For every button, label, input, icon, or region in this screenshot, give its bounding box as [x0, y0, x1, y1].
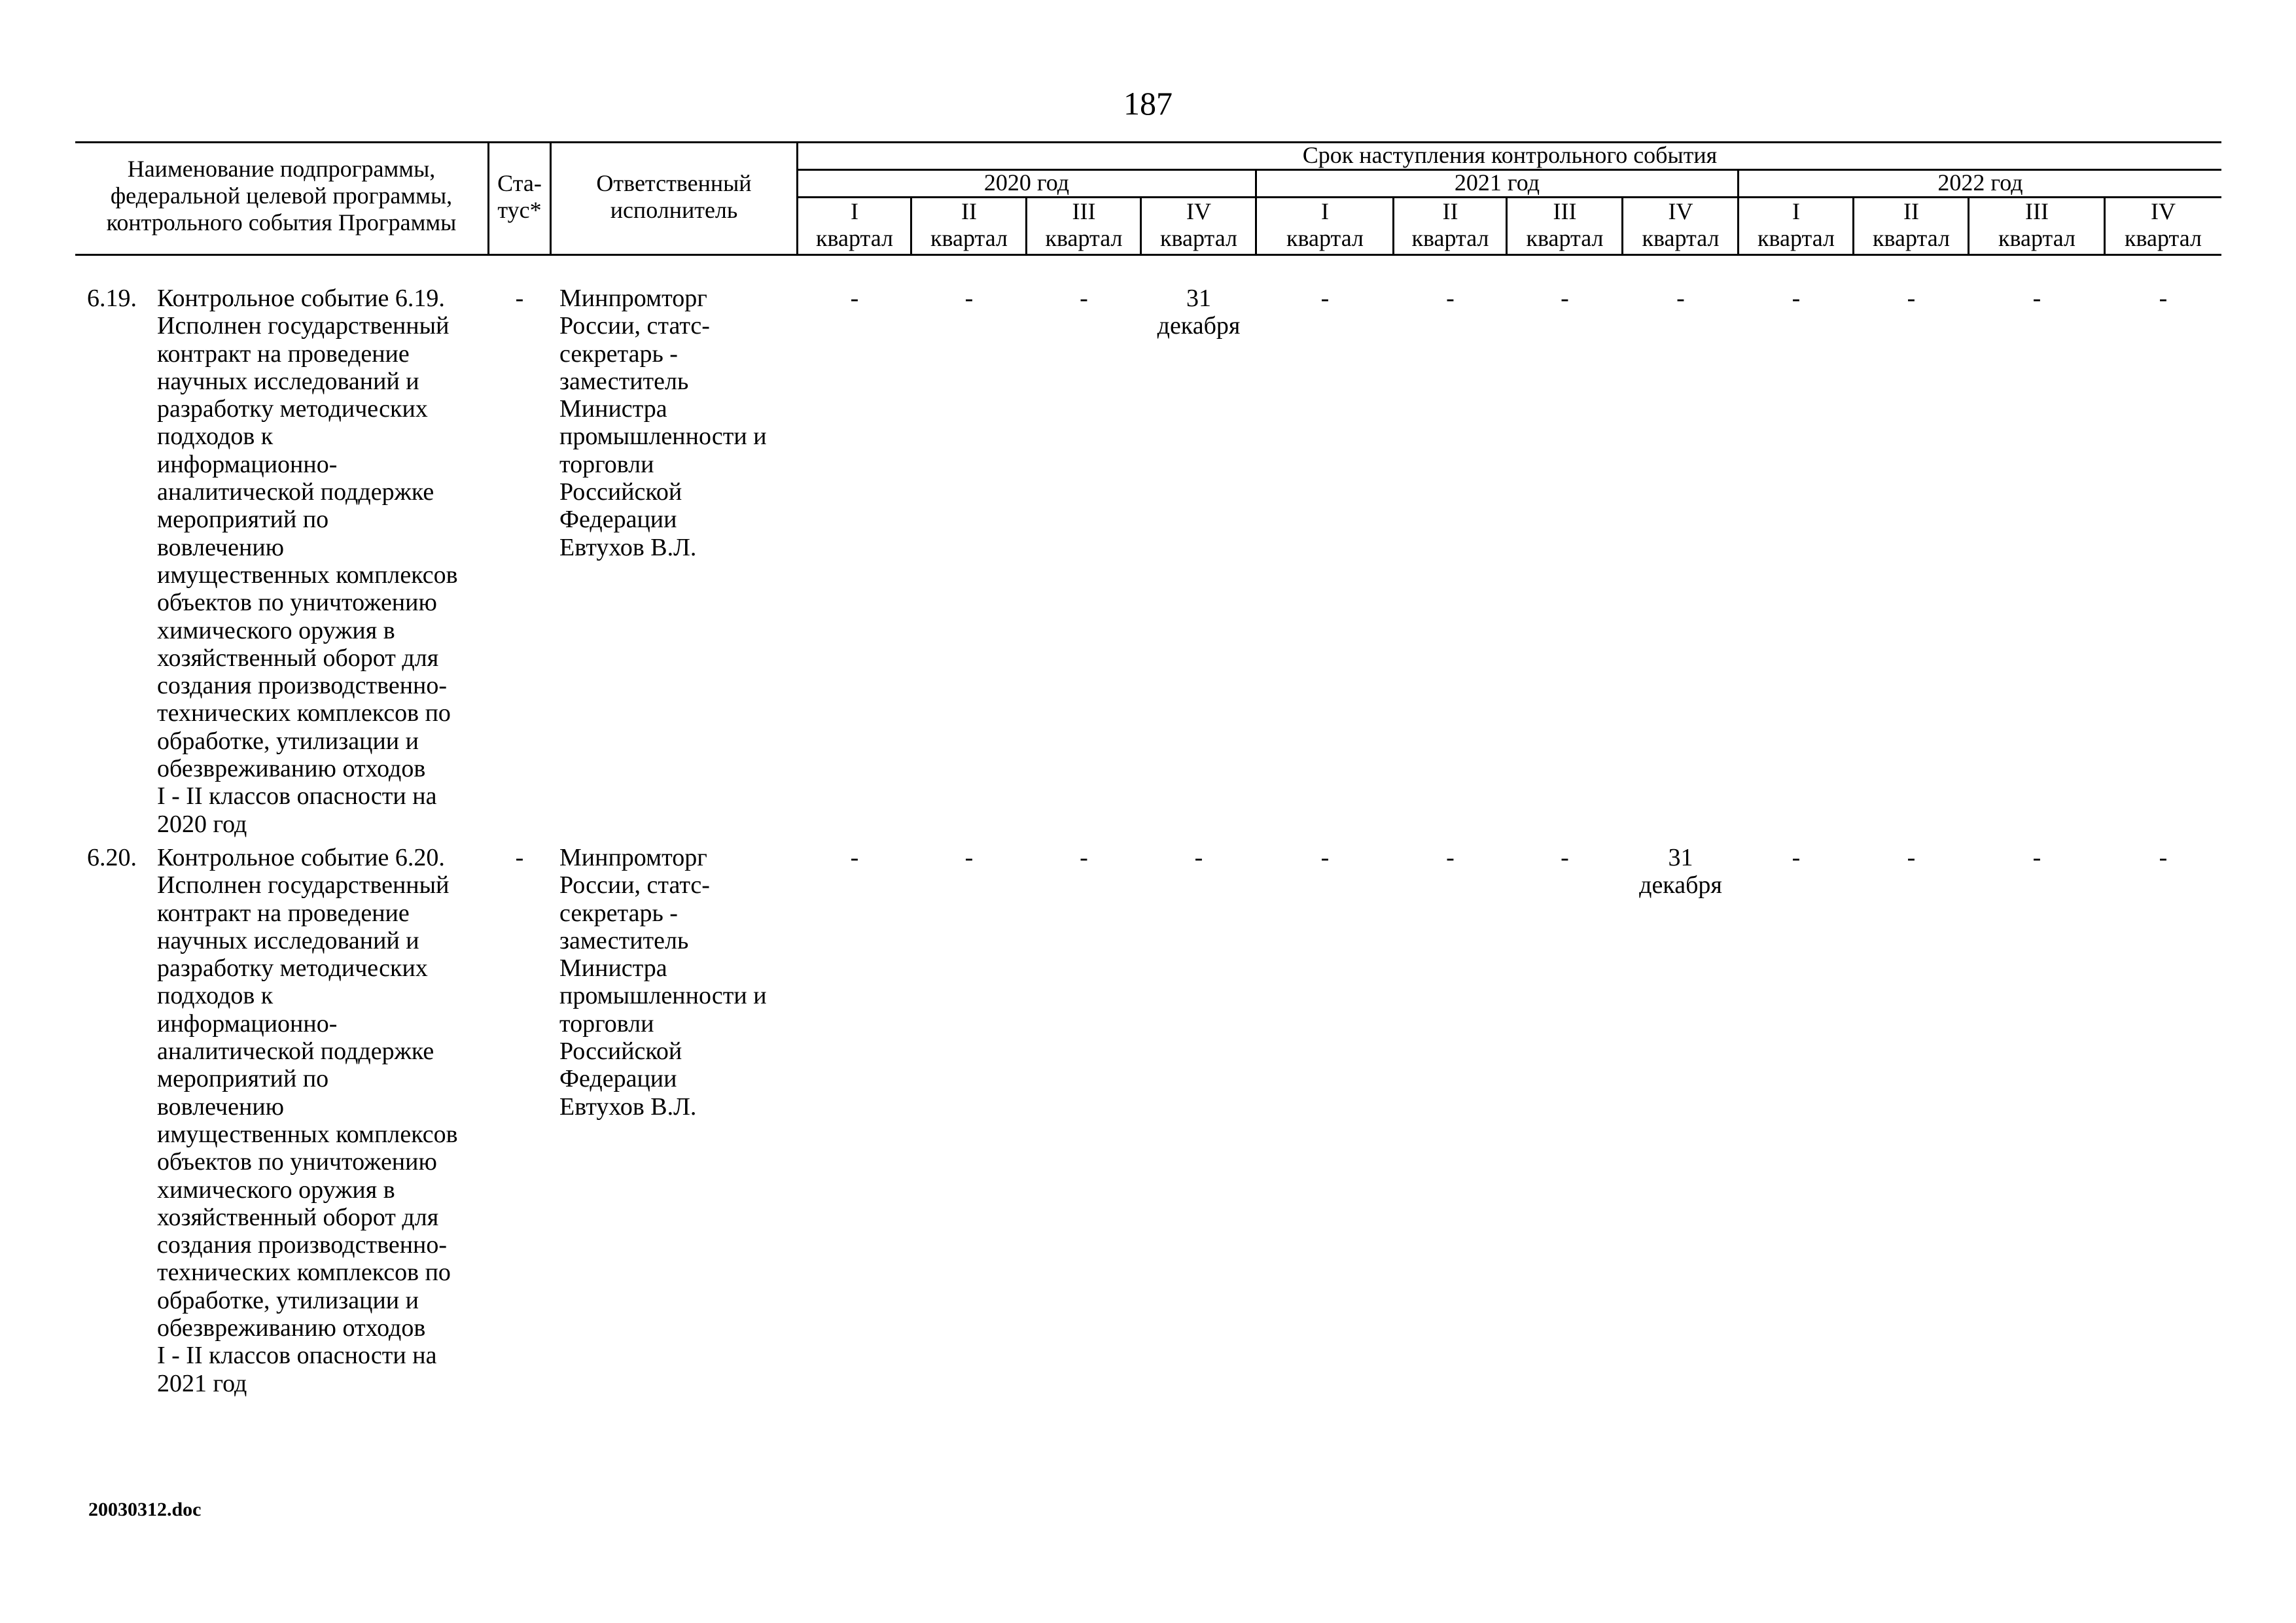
quarter-deadline: - [2159, 844, 2168, 871]
header-year-2022: 2022 год [1937, 169, 2023, 196]
quarter-deadline: - [964, 844, 974, 871]
quarter-deadline: - [1792, 844, 1801, 871]
quarter-deadline: - [1561, 844, 1569, 871]
header-quarter: III квартал [1526, 198, 1604, 251]
quarter-deadline: - [2032, 285, 2041, 312]
event-executor: Минпромторг России, статс- секретарь - заместитель Министра промышленности и торговли Российской Федерации Евтухов В.Л. [559, 844, 767, 1121]
quarter-deadline: - [1446, 285, 1455, 312]
quarter-deadline: - [1792, 285, 1801, 312]
header-quarter: I квартал [816, 198, 893, 251]
quarter-deadline: - [1561, 285, 1569, 312]
quarter-deadline: - [2159, 285, 2168, 312]
header-year-2020: 2020 год [983, 169, 1070, 196]
header-quarter: II квартал [1411, 198, 1489, 251]
event-status: - [515, 844, 524, 871]
header-status-column: Ста- тус* [497, 170, 542, 223]
quarter-deadline: - [1320, 285, 1330, 312]
event-status: - [515, 285, 524, 312]
event-executor: Минпромторг России, статс- секретарь - заместитель Министра промышленности и торговли Российской Федерации Евтухов В.Л. [559, 285, 767, 561]
event-name: Контрольное событие 6.20. Исполнен государственный контракт на проведение научных исследований и разработку методических подходов к информационно- аналитической поддержке мероприятий по вовлечению имущественных комплексов объектов по уничтожению химического оружия в хозяйственный оборот для создания производственно- технических комплексов по обработке, утилизации и обезвреживанию отходов I - II классов опасности на 2021 год [157, 844, 458, 1397]
row-number: 6.20. [87, 844, 137, 871]
header-bottom-rule [75, 254, 2221, 256]
quarter-deadline: - [1080, 844, 1088, 871]
quarter-deadline: - [964, 285, 974, 312]
header-name-column: Наименование подпрограммы, федеральной целевой программы, контрольного события Программы [106, 156, 457, 236]
document-file-name: 20030312.doc [88, 1499, 202, 1520]
quarter-deadline: - [1676, 285, 1685, 312]
header-deadline-title: Срок наступления контрольного события [1302, 142, 1718, 168]
header-quarter: I квартал [1757, 198, 1835, 251]
quarter-deadline: - [1320, 844, 1330, 871]
quarter-deadline: 31 декабря [1157, 285, 1241, 340]
page-number: 187 [1123, 85, 1173, 122]
quarter-deadline: - [1446, 844, 1455, 871]
quarter-deadline: - [1194, 844, 1203, 871]
header-quarter: I квартал [1286, 198, 1364, 251]
header-quarter: II квартал [1873, 198, 1950, 251]
quarter-deadline: 31 декабря [1639, 844, 1722, 899]
quarter-deadline: - [1907, 285, 1916, 312]
row-number: 6.19. [87, 285, 137, 312]
header-quarter: IV квартал [1160, 198, 1237, 251]
header-quarter: IV квартал [1642, 198, 1720, 251]
event-name: Контрольное событие 6.19. Исполнен государственный контракт на проведение научных исследований и разработку методических подходов к информационно- аналитической поддержке мероприятий по вовлечению имущественных комплексов объектов по уничтожению химического оружия в хозяйственный оборот для создания производственно- технических комплексов по обработке, утилизации и обезвреживанию отходов I - II классов опасности на 2020 год [157, 285, 458, 838]
quarter-deadline: - [850, 844, 859, 871]
header-quarter: II квартал [930, 198, 1008, 251]
header-quarter: IV квартал [2125, 198, 2202, 251]
header-quarter: III квартал [1998, 198, 2075, 251]
quarter-deadline: - [850, 285, 859, 312]
quarter-deadline: - [2032, 844, 2041, 871]
header-executor-column: Ответственный исполнитель [596, 170, 752, 223]
quarter-deadline: - [1080, 285, 1088, 312]
quarter-deadline: - [1907, 844, 1916, 871]
header-quarter: III квартал [1045, 198, 1123, 251]
header-year-2021: 2021 год [1454, 169, 1540, 196]
